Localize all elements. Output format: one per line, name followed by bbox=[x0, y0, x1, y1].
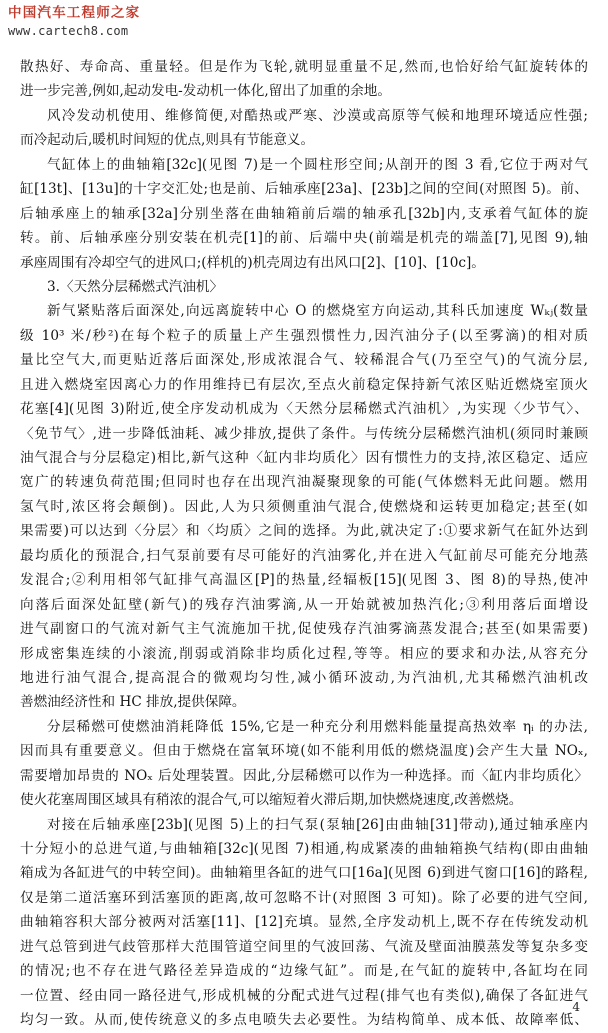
text-line: 级 10³ 米/秒²)在每个粒子的质量上产生强烈惯性力,因汽油分子(以至雾滴)的相对质 bbox=[20, 327, 588, 344]
text-line: 散热好、寿命高、重量轻。但是作为飞轮,就明显重量不足,然而,也恰好给气缸旋转体的 bbox=[20, 59, 588, 75]
text-line: 宽广的转速负荷范围;但同时也存在出现汽油凝聚现象的可能(气体燃料无此问题。燃用 bbox=[20, 474, 588, 491]
text-line: 花塞[4](见图 3)附近,使全序发动机成为〈天然分层稀燃式汽油机〉,为实现〈少节气〉、 bbox=[20, 401, 588, 418]
text-line: 箱成为各缸进气的中转空间)。曲轴箱里各缸的进气口[16a](见图 6)到进气窗口[16]的路程, bbox=[20, 865, 588, 882]
text-line: 气缸体上的曲轴箱[32c](见图 7)是一个圆柱形空间;从剖开的图 3 看,它位于两对气 bbox=[47, 156, 588, 173]
text-line: 转。前、后轴承座分别安装在机壳[1]的前、后端中央(前端是机壳的端盖[7],见图 9),轴 bbox=[20, 230, 588, 247]
text-line: 〈免节气〉,进一步降低油耗、减少排放,提供了条件。与传统分层稀燃汽油机(须同时兼顾 bbox=[20, 425, 588, 442]
text-line: 油气混合与分层稳定)相比,新气这种〈缸内非均质化〉因有惯性力的支持,浓区稳定、适应 bbox=[20, 450, 588, 466]
text-line: 对接在后轴承座[23b](见图 5)上的扫气泵(泵轴[26]由曲轴[31]带动),通过轴承座内 bbox=[47, 816, 588, 833]
text-line: 使火花塞周围区域具有稍浓的混合气,可以缩短着火滞后期,加快燃烧速度,改善燃烧。 bbox=[20, 792, 523, 809]
text-line: 最均质化的预混合,扫气泵前要有尽可能好的汽油雾化,并在进入气缸前尽可能充分地蒸 bbox=[20, 547, 588, 564]
text-line: 风冷发动机使用、维修简便,对酷热或严寒、沙漠或高原等气候和地理环境适应性强; bbox=[47, 107, 588, 124]
text-line: 善燃油经济性和 HC 排放,提供保障。 bbox=[20, 694, 246, 711]
site-logo-text: 中国汽车工程师之家 bbox=[8, 5, 141, 21]
text-line: 氢气时,浓区将会颠倒)。因此,人为只须侧重油气混合,使燃烧和运转更加稳定;甚至(如 bbox=[20, 498, 588, 515]
text-line: 而冷起动后,暖机时间短的优点,则具有节能意义。 bbox=[20, 132, 315, 149]
text-line: 后轴承座上的轴承[32a]分别坐落在曲轴箱前后端的轴承孔[32b]内,支承着气缸体的旋 bbox=[20, 205, 588, 222]
text-line: 向落后面深处缸壁(新气)的残存汽油雾滴,从一开始就被加热汽化;③利用落后面增设 bbox=[20, 596, 588, 613]
text-line: 且进入燃烧室因离心力的作用维持已有层次,至点火前稳定保持新气浓区贴近燃烧室顶火 bbox=[20, 376, 588, 393]
text-line: 的情况;也不存在进气路径差异造成的“边缘气缸”。而是,在气缸的旋转中,各缸均在同 bbox=[20, 963, 588, 980]
text-line: 缸[13t]、[13u]的十字交汇处;也是前、后轴承座[23a]、[23b]之间的空间(对照图 5)。前、 bbox=[20, 181, 588, 198]
text-line: 仅是第二道活塞环到活塞顶的距离,故可忽略不计(对照图 3 可知)。除了必要的进气空间, bbox=[20, 889, 588, 906]
text-line: 需要增加昂贵的 NOₓ 后处理装置。因此,分层稀燃可以作为一种选择。而〈缸内非均质化〉 bbox=[20, 767, 588, 784]
text-line: 因而具有重要意义。但由于燃烧在富氧环境(如不能利用低的燃烧温度)会产生大量 NOₓ, bbox=[20, 743, 588, 760]
text-line: 新气紧贴落后面深处,向远离旋转中心 O 的燃烧室方向运动,其科氏加速度 Wₖⱼ(数量 bbox=[47, 303, 588, 320]
text-line: 分层稀燃可使燃油消耗降低 15%,它是一种充分利用燃料能量提高热效率 ηᵢ 的办法, bbox=[47, 718, 588, 735]
text-line: 曲轴箱容积大部分被两对活塞[11]、[12]充填。显然,全序发动机上,既不存在传统发动机 bbox=[20, 914, 588, 931]
text-line: 形成密集连续的小滚流,削弱或消除非均质化过程,等等。相应的要求和办法,从容充分 bbox=[20, 645, 588, 662]
text-line: 果需要)可以达到〈分层〉和〈均质〉之间的选择。为此,就决定了:①要求新气在缸外达到 bbox=[20, 523, 588, 540]
page-number: 4 bbox=[572, 1000, 580, 1014]
text-line: 进气总管到进气歧管那样大范围管道空间里的气波回荡、气流及壁面油膜蒸发等复杂多变 bbox=[20, 938, 588, 955]
site-url: www.cartech8.com bbox=[8, 24, 129, 38]
text-line: 进一步完善,例如,起动发电-发动机一体化,留出了加重的余地。 bbox=[20, 83, 391, 100]
site-header bbox=[8, 4, 308, 48]
text-line: 量比空气大,而更贴近落后面深处,形成浓混合气、较稀混合气(乃至空气)的气流分层, bbox=[20, 352, 588, 369]
text-line: 3.〈天然分层稀燃式汽油机〉 bbox=[47, 278, 224, 295]
document-body bbox=[20, 55, 588, 1029]
text-line: 发混合;②利用相邻气缸排气高温区[P]的热量,经辐板[15](见图 3、图 8)的导热,使冲 bbox=[20, 572, 588, 589]
text-line: 承座周围有冷却空气的进风口;(样机的)机壳周边有出风口[2]、[10]、[10c]。 bbox=[20, 254, 485, 271]
text-line: 十分短小的总进气道,与曲轴箱[32c](见图 7)相通,构成紧凑的曲轴箱换气结构(即由曲轴 bbox=[20, 841, 588, 857]
text-line: 进气副窗口的气流对新气主气流施加干扰,促使残存汽油雾滴蒸发混合;甚至(如果需要) bbox=[20, 621, 588, 638]
text-line: 均匀一致。从而,使传统意义的多点电喷失去必要性。为结构简单、成本低、故障率低、 bbox=[20, 1012, 588, 1029]
text-line: 地进行油气混合,提高混合的微观均匀性,减小循环波动,为汽油机,尤其稀燃汽油机改 bbox=[20, 669, 588, 686]
text-line: 一位置、经由同一路径进气,形成机械的分配式进气过程(排气也有类似),确保了各缸进气 bbox=[20, 987, 588, 1004]
